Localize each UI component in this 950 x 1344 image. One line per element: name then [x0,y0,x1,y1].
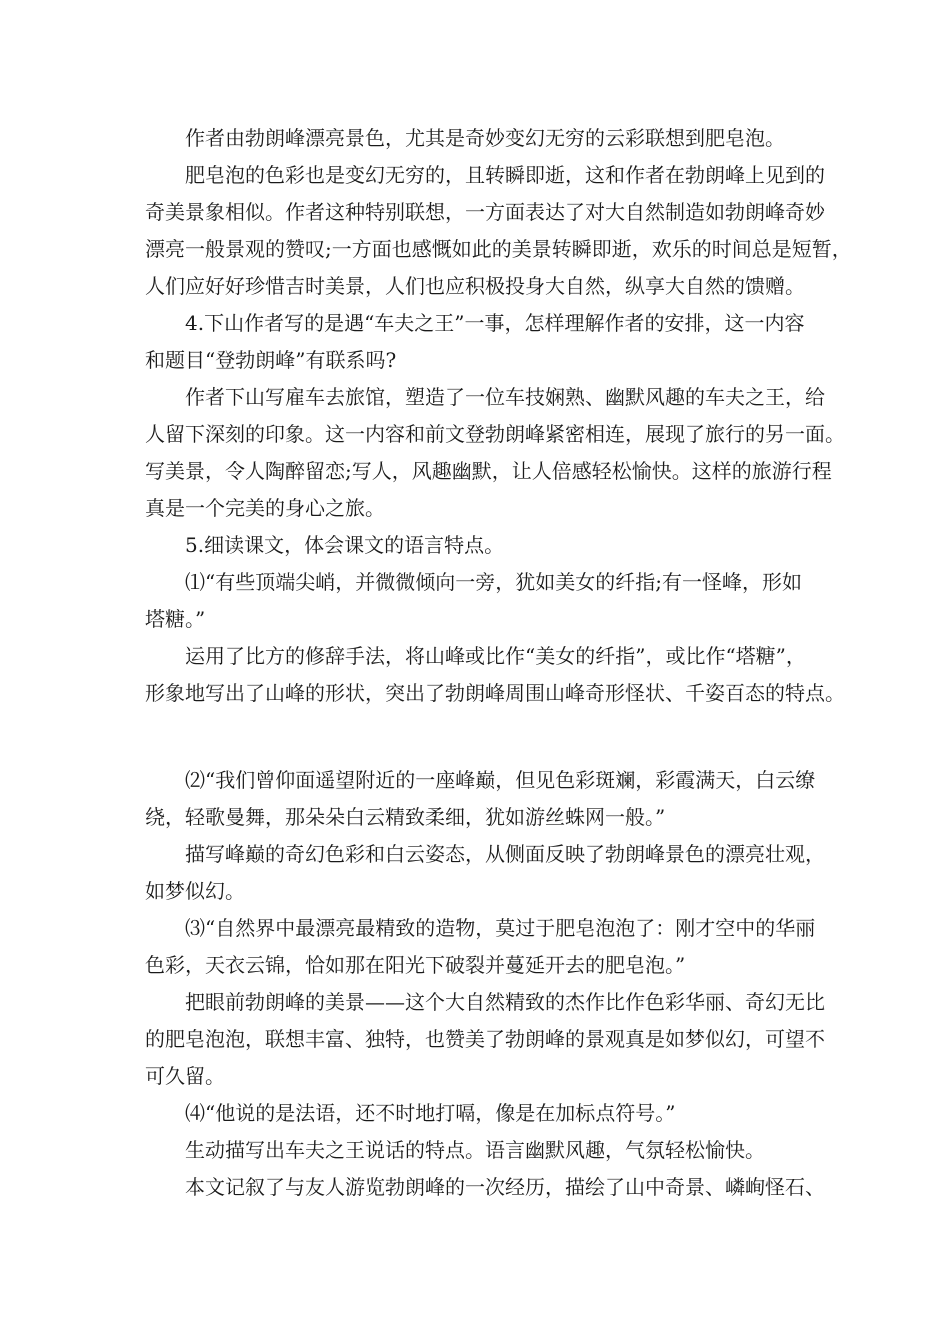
paragraph-line: 漂亮一般景观的赞叹;一方面也感慨如此的美景转瞬即逝，欢乐的时间总是短暂， [145,237,852,261]
answer-4: 作者下山写雇车去旅馆，塑造了一位车技娴熟、幽默风趣的车夫之王，给 [185,385,825,409]
analysis-3: 把眼前勃朗峰的美景——这个大自然精致的杰作比作色彩华丽、奇幻无比 [185,990,825,1014]
paragraph-line: 如梦似幻。 [145,879,245,903]
paragraph-line: 作者由勃朗峰漂亮景色，尤其是奇妙变幻无穷的云彩联想到肥皂泡。 [185,126,785,150]
paragraph-line: 人们应好好珍惜吉时美景，人们也应积极投身大自然，纵享大自然的馈赠。 [145,274,805,298]
paragraph-line: 和题目“登勃朗峰”有联系吗? [145,348,397,372]
analysis-1: 运用了比方的修辞手法，将山峰或比作“美女的纤指”，或比作“塔糖”， [185,644,806,668]
quote-2: ⑵“我们曾仰面遥望附近的一座峰巅，但见色彩斑斓，彩霞满天，白云缭 [185,768,816,792]
paragraph-line: 塔糖。” [145,607,206,631]
paragraph-line: 绕，轻歌曼舞，那朵朵白云精致柔细，犹如游丝蛛网一般。” [145,805,666,829]
paragraph-line: 奇美景象相似。作者这种特别联想，一方面表达了对大自然制造如勃朗峰奇妙 [145,200,825,224]
paragraph-line: 人留下深刻的印象。这一内容和前文登勃朗峰紧密相连，展现了旅行的另一面。 [145,422,845,446]
analysis-4: 生动描写出车夫之王说话的特点。语言幽默风趣，气氛轻松愉快。 [185,1138,765,1162]
paragraph-line: 可久留。 [145,1064,225,1088]
paragraph-line: 真是一个完美的身心之旅。 [145,496,385,520]
document-body [145,120,852,1206]
analysis-2: 描写峰巅的奇幻色彩和白云姿态，从侧面反映了勃朗峰景色的漂亮壮观， [185,842,825,866]
paragraph-line: 肥皂泡的色彩也是变幻无穷的，且转瞬即逝，这和作者在勃朗峰上见到的 [185,163,825,187]
paragraph-line: 写美景，令人陶醉留恋;写人，风趣幽默，让人倍感轻松愉快。这样的旅游行程 [145,459,832,483]
section-gap [145,712,815,762]
paragraph-line: 形象地写出了山峰的形状，突出了勃朗峰周围山峰奇形怪状、千姿百态的特点。 [145,681,845,705]
quote-3: ⑶“自然界中最漂亮最精致的造物，莫过于肥皂泡泡了：刚才空中的华丽 [185,916,816,940]
quote-1: ⑴“有些顶端尖峭，并微微倾向一旁，犹如美女的纤指;有一怪峰，形如 [185,570,802,594]
question-4: 4.下山作者写的是遇“车夫之王”一事，怎样理解作者的安排，这一内容 [185,311,805,335]
question-5: 5.细读课文，体会课文的语言特点。 [185,533,505,557]
summary-line: 本文记叙了与友人游览勃朗峰的一次经历，描绘了山中奇景、嶙峋怪石、 [185,1175,825,1199]
quote-4: ⑷“他说的是法语，还不时地打嗝，像是在加标点符号。” [185,1101,676,1125]
paragraph-line: 的肥皂泡泡，联想丰富、独特，也赞美了勃朗峰的景观真是如梦似幻，可望不 [145,1027,825,1051]
paragraph-line: 色彩，天衣云锦，恰如那在阳光下破裂并蔓延开去的肥皂泡。” [145,953,686,977]
